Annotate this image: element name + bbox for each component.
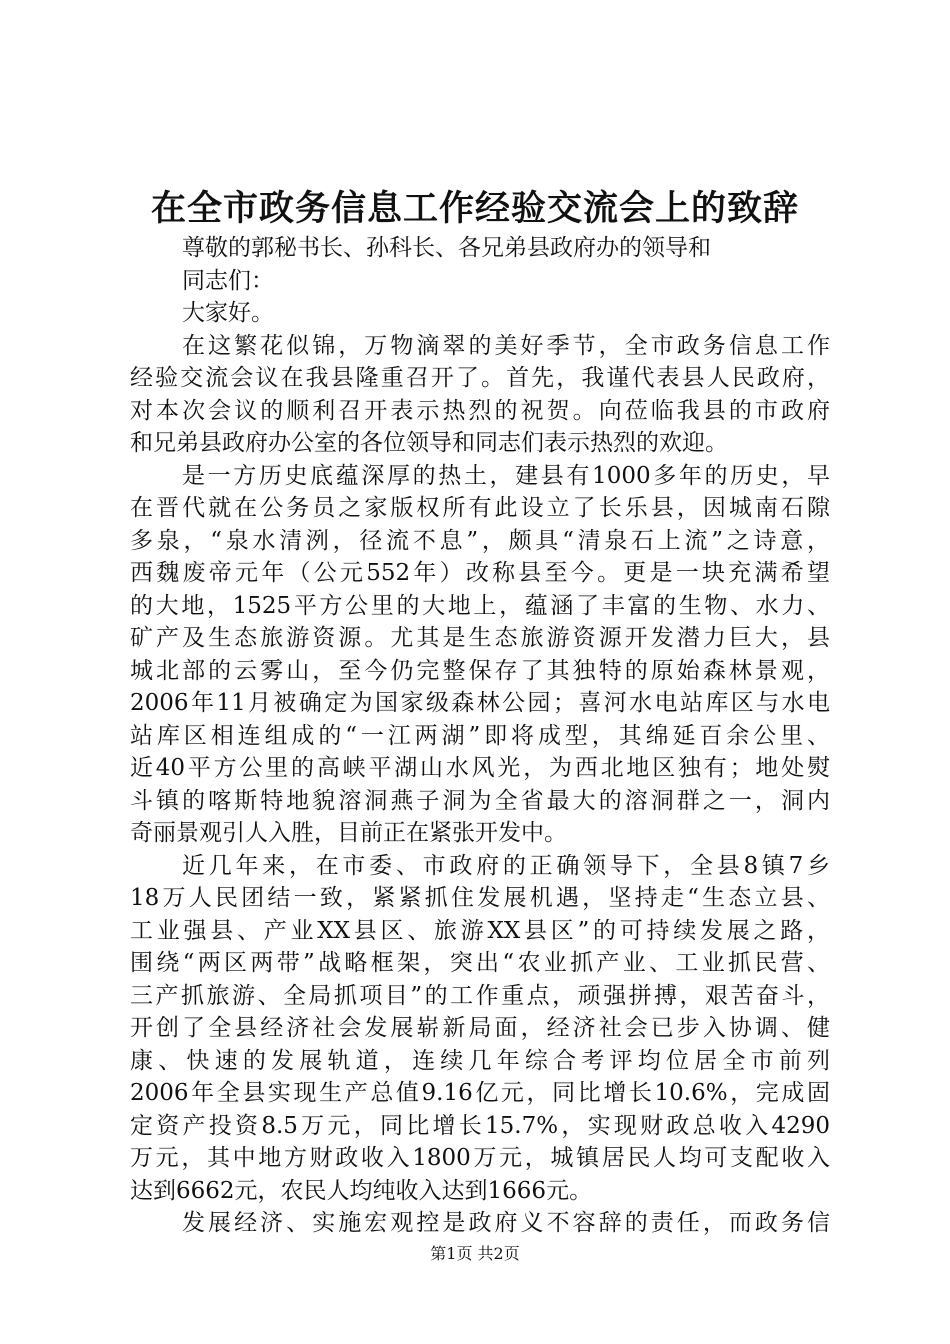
text-line: 大家好。: [182, 300, 274, 326]
text-line: 2006年11月被确定为国家级森林公园；喜河水电站库区与水电: [130, 690, 830, 716]
text-line: 发展经济、实施宏观控是政府义不容辞的责任，而政务信: [182, 1210, 830, 1236]
text-line: 站库区相连组成的“一江两湖”即将成型，其绵延百余公里、: [130, 722, 830, 749]
text-line: 在这繁花似锦，万物滴翠的美好季节，全市政务信息工作: [182, 332, 830, 359]
text-line: 西魏废帝元年（公元552年）改称县至今。更是一块充满希望: [130, 560, 830, 586]
text-line: 经验交流会议在我县隆重召开了。首先，我谨代表县人民政府，: [130, 365, 830, 391]
text-line: 工业强县、产业XX县区、旅游XX县区”的可持续发展之路，: [130, 917, 830, 944]
text-line: 和兄弟县政府办公室的各位领导和同志们表示热烈的欢迎。: [130, 430, 728, 456]
document-title: 在全市政务信息工作经验交流会上的致辞: [150, 188, 799, 229]
text-line: 奇丽景观引人入胜，目前正在紧张开发中。: [130, 820, 567, 846]
text-line: 三产抓旅游、全局抓项目”的工作重点，顽强拼搏，艰苦奋斗，: [130, 982, 830, 1009]
text-line: 同志们：: [182, 267, 274, 294]
text-line: 多泉，“泉水清洌，径流不息”，颇具“清泉石上流”之诗意，: [130, 527, 830, 554]
text-line: 18万人民团结一致，紧紧抓住发展机遇，坚持走“生态立县、: [130, 885, 830, 911]
document-body: [130, 232, 830, 1240]
text-line: 围绕“两区两带”战略框架，突出“农业抓产业、工业抓民营、: [130, 950, 830, 976]
text-line: 矿产及生态旅游资源。尤其是生态旅游资源开发潜力巨大，县: [130, 625, 830, 651]
text-line: 在晋代就在公务员之家版权所有此设立了长乐县，因城南石隙: [130, 495, 830, 521]
text-line: 近40平方公里的高峡平湖山水风光，为西北地区独有；地处熨: [130, 755, 830, 781]
page-footer: 第1页 共2页: [430, 1244, 520, 1263]
text-line: 康、快速的发展轨道，连续几年综合考评均位居全市前列: [130, 1047, 830, 1074]
text-line: 是一方历史底蕴深厚的热土，建县有1000多年的历史，早: [182, 462, 830, 489]
text-line: 近几年来，在市委、市政府的正确领导下，全县8镇7乡: [182, 852, 830, 879]
text-line: 2006年全县实现生产总值9.16亿元，同比增长10.6%，完成固: [130, 1080, 830, 1106]
text-line: 斗镇的喀斯特地貌溶洞燕子洞为全省最大的溶洞群之一，洞内: [130, 787, 830, 814]
text-line: 万元，其中地方财政收入1800万元，城镇居民人均可支配收入: [130, 1145, 830, 1171]
text-line: 城北部的云雾山，至今仍完整保存了其独特的原始森林景观，: [130, 657, 830, 684]
text-line: 开创了全县经济社会发展崭新局面，经济社会已步入协调、健: [130, 1015, 830, 1041]
text-line: 定资产投资8.5万元，同比增长15.7%，实现财政总收入4290: [130, 1112, 830, 1139]
text-line: 达到6662元，农民人均纯收入达到1666元。: [130, 1177, 593, 1204]
text-line: 的大地，1525平方公里的大地上，蕴涵了丰富的生物、水力、: [130, 592, 830, 619]
text-line: 对本次会议的顺利召开表示热烈的祝贺。向莅临我县的市政府: [130, 397, 830, 424]
text-line: 尊敬的郭秘书长、孙科长、各兄弟县政府办的领导和: [182, 235, 711, 261]
